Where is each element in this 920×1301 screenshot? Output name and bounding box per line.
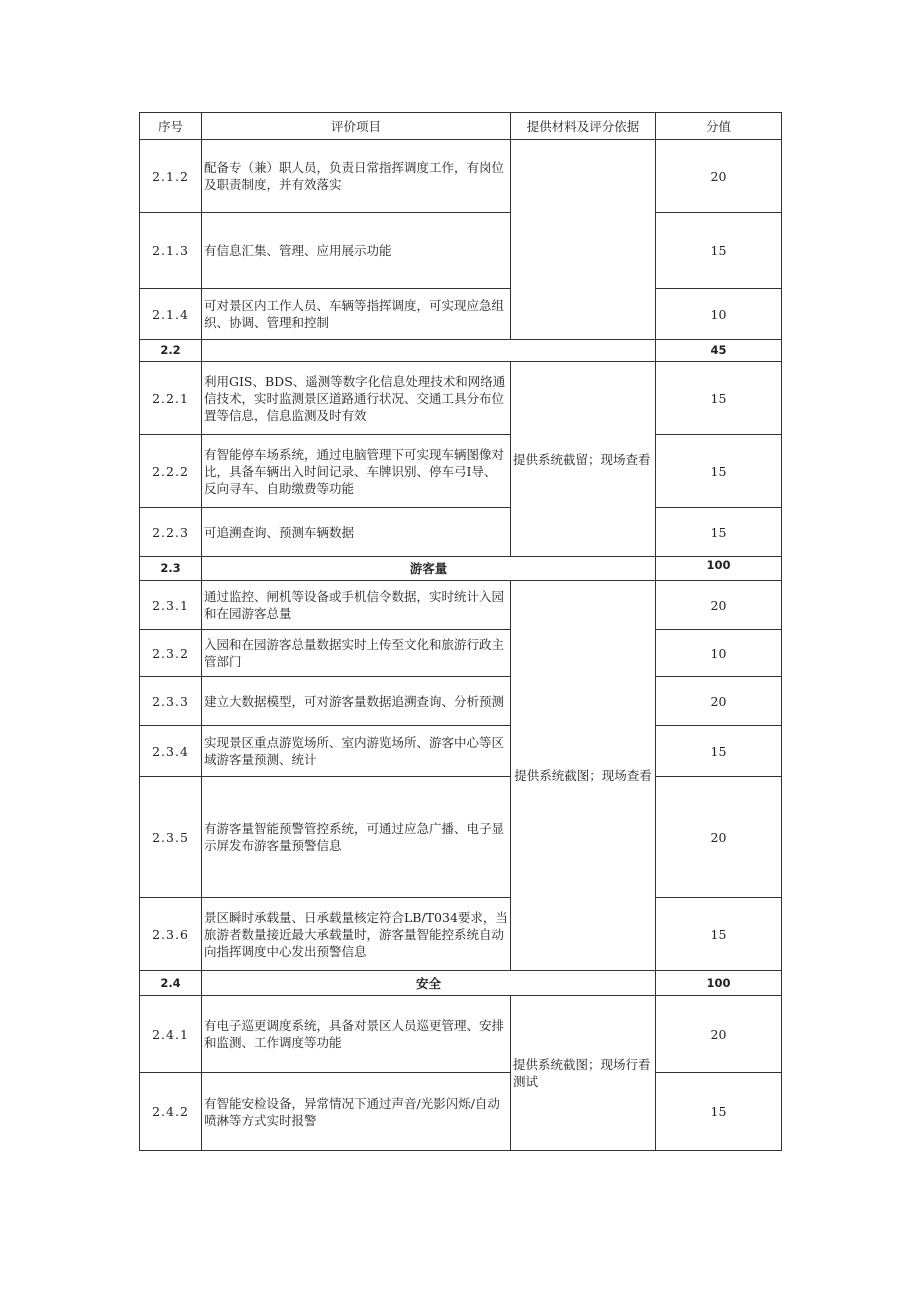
section-title: 游客量: [202, 557, 656, 581]
row-item: 可对景区内工作人员、车辆等指挥调度，可实现应急组织、协调、管理和控制: [202, 289, 511, 340]
section-num: 2.2: [140, 340, 202, 362]
row-num: 2.3.3: [140, 677, 202, 726]
table-row: [140, 996, 782, 1073]
header-material: 提供材料及评分依据: [511, 113, 656, 140]
section-title: [202, 340, 656, 362]
header-num: 序号: [140, 113, 202, 140]
row-score: 10: [656, 289, 782, 340]
table-row: [140, 898, 782, 971]
table-row: [140, 362, 782, 435]
row-score: 20: [656, 777, 782, 898]
row-score: 20: [656, 996, 782, 1073]
section-num: 2.3: [140, 557, 202, 581]
row-item: 入园和在园游客总量数据实时上传至文化和旅游行政主管部门: [202, 630, 511, 677]
row-score: 20: [656, 140, 782, 213]
row-item: 有智能停车场系统，通过电脑管理下可实现车辆图像对比，具备车辆出入时间记录、车牌识别、停车弓I导、反向寻车、自助缴费等功能: [202, 435, 511, 508]
row-item: 实现景区重点游览场所、室内游览场所、游客中心等区域游客量预测、统计: [202, 726, 511, 777]
section-row: [140, 971, 782, 996]
row-score: 15: [656, 213, 782, 289]
table-row: [140, 726, 782, 777]
row-num: 2.2.3: [140, 508, 202, 557]
row-material: 提供系统截留；现场查看: [511, 362, 656, 557]
table-row: [140, 677, 782, 726]
table-row: [140, 630, 782, 677]
section-score: 100: [656, 971, 782, 996]
row-num: 2.2.2: [140, 435, 202, 508]
row-num: 2.3.1: [140, 581, 202, 630]
table-row: [140, 581, 782, 630]
table-row: [140, 213, 782, 289]
row-num: 2.2.1: [140, 362, 202, 435]
row-material: 提供系统截图；现场行看测试: [511, 996, 656, 1151]
section-title: 安全: [202, 971, 656, 996]
table-row: [140, 1073, 782, 1151]
table-row: [140, 435, 782, 508]
row-score: 10: [656, 630, 782, 677]
evaluation-table: [139, 112, 782, 1151]
header-score: 分值: [656, 113, 782, 140]
section-score: 45: [656, 340, 782, 362]
row-material: 提供系统截图；现场查看: [511, 581, 656, 971]
table-row: [140, 289, 782, 340]
row-score: 20: [656, 677, 782, 726]
row-item: 可追溯查询、预测车辆数据: [202, 508, 511, 557]
section-score: 100: [656, 557, 782, 581]
row-item: 有信息汇集、管理、应用展示功能: [202, 213, 511, 289]
section-row: [140, 340, 782, 362]
row-item: 有电子巡更调度系统，具备对景区人员巡更管理、安排和监测、工作调度等功能: [202, 996, 511, 1073]
row-item: 建立大数据模型，可对游客量数据追溯查询、分析预测: [202, 677, 511, 726]
row-num: 2.4.2: [140, 1073, 202, 1151]
row-score: 15: [656, 1073, 782, 1151]
row-item: 有游客量智能预警管控系统，可通过应急广播、电子显示屏发布游客量预警信息: [202, 777, 511, 898]
row-num: 2.3.4: [140, 726, 202, 777]
table-row: [140, 508, 782, 557]
row-score: 15: [656, 898, 782, 971]
row-num: 2.1.2: [140, 140, 202, 213]
row-item: 配备专（兼）职人员，负责日常指挥调度工作，有岗位及职责制度，并有效落实: [202, 140, 511, 213]
table-header-row: [140, 113, 782, 140]
row-item: 通过监控、闸机等设备或手机信令数据，实时统计入园和在园游客总量: [202, 581, 511, 630]
table-row: [140, 777, 782, 898]
row-num: 2.1.4: [140, 289, 202, 340]
row-num: 2.3.5: [140, 777, 202, 898]
table-row: [140, 140, 782, 213]
row-score: 15: [656, 726, 782, 777]
row-item: 有智能安检设备，异常情况下通过声音/光影闪烁/自动喷淋等方式实时报警: [202, 1073, 511, 1151]
row-score: 15: [656, 362, 782, 435]
row-score: 15: [656, 435, 782, 508]
row-score: 20: [656, 581, 782, 630]
row-material: [511, 140, 656, 340]
row-num: 2.4.1: [140, 996, 202, 1073]
row-item: 利用GIS、BDS、遥测等数字化信息处理技术和网络通信技术，实时监测景区道路通行状况、交通工具分布位置等信息，信息监测及时有效: [202, 362, 511, 435]
row-num: 2.1.3: [140, 213, 202, 289]
section-num: 2.4: [140, 971, 202, 996]
row-num: 2.3.2: [140, 630, 202, 677]
row-item: 景区瞬时承载量、日承载量核定符合LB/T034要求，当旅游者数量接近最大承载量时，游客量智能控系统自动向指挥调度中心发出预警信息: [202, 898, 511, 971]
section-row: [140, 557, 782, 581]
row-score: 15: [656, 508, 782, 557]
row-num: 2.3.6: [140, 898, 202, 971]
header-item: 评价项目: [202, 113, 511, 140]
